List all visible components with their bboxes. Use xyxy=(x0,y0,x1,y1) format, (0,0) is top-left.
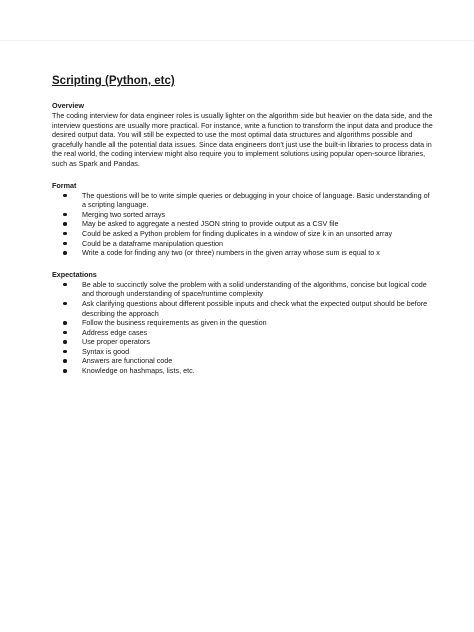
list-item xyxy=(52,299,434,318)
bullet-icon xyxy=(63,213,67,217)
list-item xyxy=(52,337,434,347)
list-item xyxy=(52,210,434,220)
bullet-icon xyxy=(63,232,67,236)
bullet-icon xyxy=(63,194,67,198)
document-body xyxy=(52,74,434,388)
bullet-icon xyxy=(63,321,67,325)
bullet-icon xyxy=(63,222,67,226)
list-item-text: Ask clarifying questions about different possible inputs and check what the expected output should be before describing the approach xyxy=(82,298,428,318)
bullet-icon xyxy=(63,350,67,354)
list-item xyxy=(52,328,434,338)
list-item xyxy=(52,356,434,366)
list-item xyxy=(52,229,434,239)
list-item-text: Merging two sorted arrays xyxy=(82,209,166,219)
expectations-section xyxy=(52,270,434,376)
bullet-icon xyxy=(63,340,67,344)
list-item xyxy=(52,318,434,328)
list-item-text: Write a code for finding any two (or three) numbers in the given array whose sum is equal to x xyxy=(82,248,380,258)
bullet-icon xyxy=(63,369,67,373)
list-item xyxy=(52,239,434,249)
list-item xyxy=(52,280,434,299)
bullet-icon xyxy=(63,251,67,255)
overview-section xyxy=(52,101,434,169)
list-item xyxy=(52,191,434,210)
list-item xyxy=(52,347,434,357)
list-item-text: Knowledge on hashmaps, lists, etc. xyxy=(82,366,195,376)
list-item-text: Answers are functional code xyxy=(82,356,173,366)
overview-paragraph: The coding interview for data engineer roles is usually lighter on the algorithm side but heavier on the data side, and the interview questions are usually more practical. For instance, write a function to transform the input data and produce the desired output data. You will still be expected to use the most optimal data structures and algorithms possible and gracefully handle all the potential data issues. Since data engineers don't just use the built-in libraries to process data in the real world, the coding interview might also require you to implement solutions using popular open-source libraries, such as Spark and Pandas. xyxy=(52,111,433,168)
format-section xyxy=(52,181,434,258)
format-heading: Format xyxy=(52,180,77,190)
format-list xyxy=(52,191,434,258)
list-item-text: Syntax is good xyxy=(82,346,130,356)
list-item-text: May be asked to aggregate a nested JSON string to provide output as a CSV file xyxy=(82,219,339,229)
bullet-icon xyxy=(63,283,67,287)
document-title: Scripting (Python, etc) xyxy=(52,75,175,87)
bullet-icon xyxy=(63,302,67,306)
bullet-icon xyxy=(63,359,67,363)
list-item xyxy=(52,248,434,258)
list-item-text: Be able to succinctly solve the problem with a solid understanding of the algorithms, concise but logical code and thorough understanding of space/runtime complexity xyxy=(82,279,427,299)
overview-heading: Overview xyxy=(52,101,84,110)
expectations-list xyxy=(52,280,434,376)
list-item-text: The questions will be to write simple queries or debugging in your choice of language. Basic understanding of a scripting language. xyxy=(82,190,430,210)
list-item-text: Use proper operators xyxy=(82,337,150,347)
list-item xyxy=(52,219,434,229)
page-divider xyxy=(0,40,474,41)
expectations-heading: Expectations xyxy=(52,269,97,279)
list-item-text: Could be asked a Python problem for finding duplicates in a window of size k in an unsorted array xyxy=(82,228,393,238)
bullet-icon xyxy=(63,242,67,246)
bullet-icon xyxy=(63,331,67,335)
list-item-text: Follow the business requirements as given in the question xyxy=(82,318,267,328)
list-item-text: Address edge cases xyxy=(82,327,148,337)
list-item-text: Could be a dataframe manipulation question xyxy=(82,238,224,248)
list-item xyxy=(52,366,434,376)
